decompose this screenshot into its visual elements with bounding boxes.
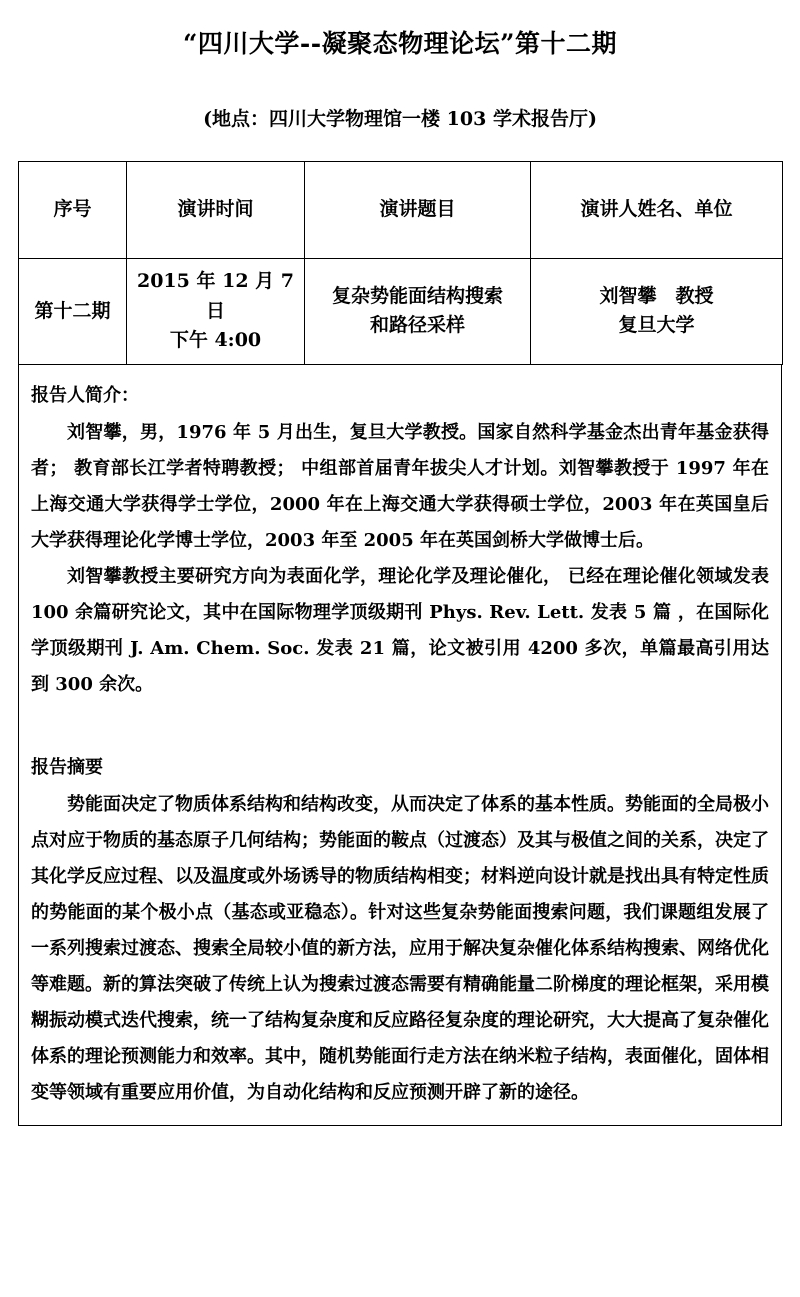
page-subtitle: (地点：四川大学物理馆一楼 103 学术报告厅) bbox=[203, 107, 597, 130]
bio-paragraph-1: 刘智攀，男，1976 年 5 月出生，复旦大学教授。国家自然科学基金杰出青年基金获得者； 教育部长江学者特聘教授； 中组部首届青年拔尖人才计划。刘智攀教授于 1997 年在上海交通大学获得学士学位，2000 年在上海交通大学获得硕士学位，2003 年在英国皇后大学获得理论化学博士学位，2003 年至 2005 年在英国剑桥大学做博士后。 bbox=[31, 421, 769, 551]
cell-no: 第十二期 bbox=[19, 259, 127, 364]
abstract-heading: 报告摘要 bbox=[31, 756, 103, 778]
cell-time-line1: 2015 年 12 月 7 日 bbox=[136, 270, 294, 322]
column-header-no: 序号 bbox=[19, 162, 127, 259]
bio-paragraph-2: 刘智攀教授主要研究方向为表面化学，理论化学及理论催化， 已经在理论催化领域发表 100 余篇研究论文，其中在国际物理学顶级期刊 Phys. Rev. Lett. 发表 5 篇 ，在国际化学顶级期刊 J. Am. Chem. Soc. 发表 21 篇，论文被引用 4200 多次，单篇最高引用达到 300 余次。 bbox=[31, 565, 769, 695]
column-header-time: 演讲时间 bbox=[127, 162, 305, 259]
cell-speaker bbox=[531, 259, 783, 364]
abstract-paragraph-1: 势能面决定了物质体系结构和结构改变，从而决定了体系的基本性质。势能面的全局极小点对应于物质的基态原子几何结构；势能面的鞍点（过渡态）及其与极值之间的关系，决定了其化学反应过程、以及温度或外场诱导的物质结构相变；材料逆向设计就是找出具有特定性质的势能面的某个极小点（基态或亚稳态）。针对这些复杂势能面搜索问题，我们课题组发展了一系列搜索过渡态、搜索全局较小值的新方法，应用于解决复杂催化体系结构搜索、网络优化等难题。新的算法突破了传统上认为搜索过渡态需要有精确能量二阶梯度的理论框架，采用模糊振动模式迭代搜索，统一了结构复杂度和反应路径复杂度的理论研究，大大提高了复杂催化体系的理论预测能力和效率。其中，随机势能面行走方法在纳米粒子结构，表面催化，固体相变等领域有重要应用价值，为自动化结构和反应预测开辟了新的途径。 bbox=[31, 793, 769, 1103]
table-header-row bbox=[19, 162, 783, 259]
cell-time-line2: 下午 4:00 bbox=[169, 329, 262, 352]
table-row bbox=[19, 259, 783, 364]
cell-topic-line2: 和路径采样 bbox=[369, 314, 465, 337]
cell-topic-line1: 复杂势能面结构搜索 bbox=[331, 284, 503, 307]
bio-heading: 报告人简介： bbox=[31, 384, 139, 406]
cell-topic bbox=[305, 259, 531, 364]
section-spacer bbox=[31, 703, 769, 747]
column-header-speaker: 演讲人姓名、单位 bbox=[531, 162, 783, 259]
cell-speaker-line1: 刘智攀 教授 bbox=[599, 284, 714, 307]
schedule-table bbox=[18, 161, 783, 364]
cell-speaker-line2: 复旦大学 bbox=[618, 314, 695, 337]
cell-time bbox=[127, 259, 305, 364]
column-header-topic: 演讲题目 bbox=[305, 162, 531, 259]
content-box bbox=[18, 365, 782, 1126]
page-title: “四川大学--凝聚态物理论坛”第十二期 bbox=[182, 29, 617, 58]
